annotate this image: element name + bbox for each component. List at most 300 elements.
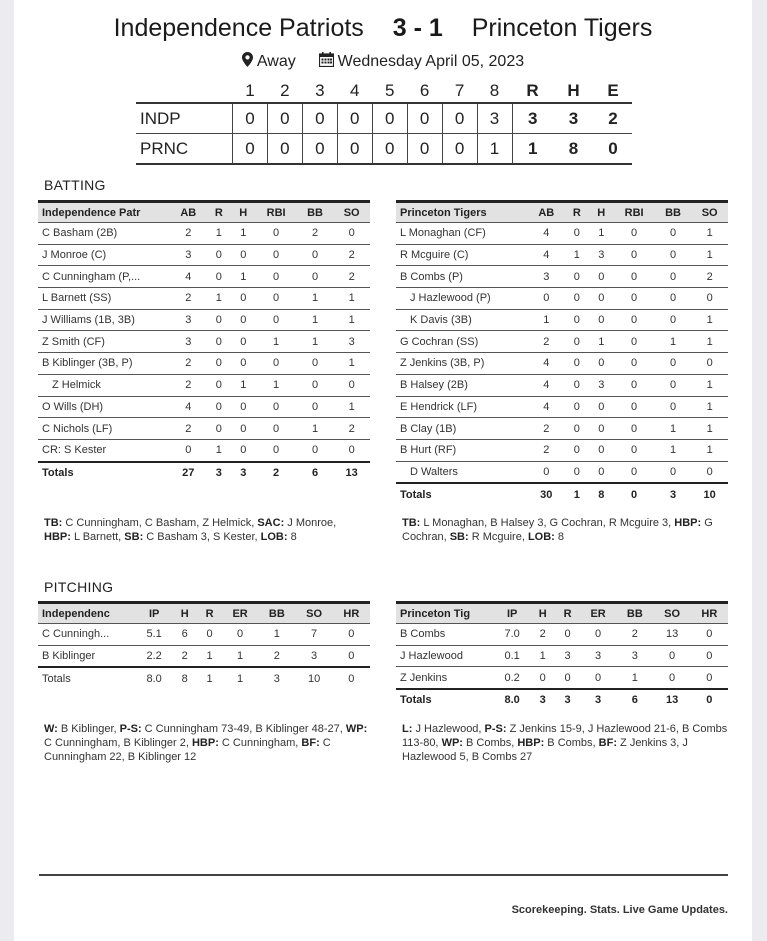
stat-cell: 2: [528, 418, 565, 440]
pitching-section-label: PITCHING: [44, 579, 114, 595]
stat-cell: 1: [691, 244, 728, 266]
player-row: [396, 461, 728, 483]
stat-cell: 0: [655, 266, 692, 288]
stat-cell: 0: [565, 266, 589, 288]
player-name: C Cunningham (P,...: [38, 266, 170, 288]
stat-column-header: SO: [653, 603, 690, 624]
stat-cell: 0: [691, 645, 728, 667]
stat-cell: 0: [613, 396, 654, 418]
stat-cell: 0: [255, 353, 296, 375]
stat-cell: 3: [170, 331, 207, 353]
note-label: BF:: [598, 737, 617, 749]
note-text: C Cunningham 73-49, B Kiblinger 48-27,: [141, 723, 346, 735]
team-column-header: Independenc: [38, 603, 136, 624]
stat-cell: 1: [655, 418, 692, 440]
stat-cell: 0: [691, 353, 728, 375]
stat-cell: 0: [207, 244, 231, 266]
stat-cell: 3: [616, 645, 653, 667]
note-label: SAC:: [257, 517, 285, 529]
totals-cell: 1: [222, 667, 258, 689]
stat-cell: 0: [231, 418, 255, 440]
player-name: B Halsey (2B): [396, 374, 528, 396]
stat-cell: 0: [655, 223, 692, 245]
stat-cell: 0: [255, 244, 296, 266]
player-row: [396, 667, 728, 689]
stat-cell: 1: [589, 331, 613, 353]
stat-cell: 0: [580, 667, 616, 689]
player-row: [396, 331, 728, 353]
stat-cell: 1: [333, 309, 370, 331]
inning-score: 0: [442, 134, 477, 165]
inning-score: 3: [477, 103, 512, 134]
batting-notes-away: [402, 516, 732, 544]
player-row: [396, 418, 728, 440]
location-text: Away: [256, 53, 296, 71]
stat-cell: 6: [172, 624, 197, 646]
stat-cell: 1: [616, 667, 653, 689]
linescore-header: [136, 80, 632, 103]
player-name: B Kiblinger (3B, P): [38, 353, 170, 375]
total-errors: 2: [594, 103, 632, 134]
stat-cell: 1: [207, 223, 231, 245]
player-name: L Monaghan (CF): [396, 223, 528, 245]
stat-cell: 1: [333, 288, 370, 310]
stat-cell: 7: [295, 624, 332, 646]
note-text: C Cunningham,: [218, 737, 302, 749]
stat-cell: 1: [565, 244, 589, 266]
boxscore-page: [14, 0, 752, 941]
note-label: TB:: [402, 517, 421, 529]
stat-cell: 1: [297, 331, 334, 353]
pitching-header-row: [38, 603, 370, 624]
stat-column-header: H: [530, 603, 555, 624]
pitching-header-row: [396, 603, 728, 624]
note-text: J Monroe,: [284, 517, 337, 529]
stat-cell: 0: [655, 461, 692, 483]
note-label: P-S:: [484, 723, 507, 735]
linescore-row: [136, 134, 632, 165]
stat-cell: 0: [655, 353, 692, 375]
player-row: [396, 309, 728, 331]
note-text: C Cunningham 22, B Kiblinger 12: [44, 737, 331, 763]
note-label: HBP:: [191, 737, 219, 749]
stat-cell: 4: [170, 396, 207, 418]
stat-cell: 1: [297, 418, 334, 440]
stat-column-header: IP: [136, 603, 172, 624]
note-label: LOB:: [260, 531, 288, 543]
note-text: 8: [554, 531, 565, 543]
player-row: [38, 624, 370, 646]
stat-cell: 0: [528, 461, 565, 483]
inning-header: 4: [350, 81, 360, 100]
stat-cell: 1: [528, 309, 565, 331]
stat-cell: 0: [297, 439, 334, 461]
player-row: [38, 331, 370, 353]
stat-cell: 0: [207, 266, 231, 288]
stat-cell: 0: [231, 396, 255, 418]
stat-cell: 0: [613, 223, 654, 245]
player-row: [396, 266, 728, 288]
stat-cell: 0: [613, 353, 654, 375]
totals-label: Totals: [396, 689, 494, 711]
stat-cell: 0: [170, 439, 207, 461]
pitching-table-away: [396, 601, 728, 711]
stat-column-header: H: [172, 603, 197, 624]
totals-cell: 27: [170, 462, 207, 484]
totals-label: Totals: [38, 462, 170, 484]
player-name: B Combs: [396, 624, 494, 646]
player-row: [38, 288, 370, 310]
totals-cell: 30: [528, 483, 565, 505]
stat-cell: 0: [231, 353, 255, 375]
team-column-header: Princeton Tigers: [396, 202, 528, 223]
stat-cell: 1: [197, 645, 222, 667]
stat-cell: 0: [613, 266, 654, 288]
note-label: SB:: [449, 531, 469, 543]
note-label: HBP:: [517, 737, 545, 749]
stat-cell: 0: [613, 288, 654, 310]
stat-cell: 0: [207, 396, 231, 418]
inning-header: 6: [419, 81, 430, 100]
hits-header: H: [567, 81, 580, 100]
player-row: [38, 418, 370, 440]
stat-cell: 0.2: [494, 667, 530, 689]
stat-cell: 2: [258, 645, 295, 667]
stat-cell: 0: [613, 309, 654, 331]
stat-column-header: SO: [691, 202, 728, 223]
batting-table-home: [38, 200, 370, 483]
stat-cell: 2: [616, 624, 653, 646]
team-abbr: PRNC: [136, 134, 233, 165]
note-label: HBP:: [674, 517, 702, 529]
totals-cell: 1: [565, 483, 589, 505]
inning-score: 0: [372, 103, 407, 134]
stat-cell: 1: [231, 223, 255, 245]
note-text: B Combs,: [544, 737, 599, 749]
stat-cell: 0: [297, 266, 334, 288]
stat-cell: 0: [255, 223, 296, 245]
inning-header: 1: [245, 81, 255, 100]
stat-cell: 1: [255, 331, 296, 353]
stat-cell: 0: [589, 461, 613, 483]
stat-column-header: BB: [655, 202, 692, 223]
stat-cell: 1: [255, 374, 296, 396]
totals-cell: 0: [691, 689, 728, 711]
totals-cell: 1: [197, 667, 222, 689]
stat-cell: 1: [691, 309, 728, 331]
stat-cell: 1: [691, 396, 728, 418]
stat-cell: 0: [297, 244, 334, 266]
stat-cell: 0: [333, 223, 370, 245]
stat-cell: 0: [655, 288, 692, 310]
player-name: B Combs (P): [396, 266, 528, 288]
stat-column-header: RBI: [255, 202, 296, 223]
stat-cell: 0: [222, 624, 258, 646]
stat-cell: 0: [555, 624, 580, 646]
stat-cell: 0: [655, 244, 692, 266]
stat-cell: 5.1: [136, 624, 172, 646]
player-name: L Barnett (SS): [38, 288, 170, 310]
stat-column-header: H: [589, 202, 613, 223]
team-column-header: Independence Patr: [38, 202, 170, 223]
stat-cell: 4: [528, 396, 565, 418]
totals-cell: 2: [255, 462, 296, 484]
stat-cell: 0: [565, 396, 589, 418]
player-row: [38, 374, 370, 396]
home-team-name: Independence Patriots: [113, 14, 364, 42]
stat-column-header: RBI: [613, 202, 654, 223]
stat-cell: 0: [207, 309, 231, 331]
player-row: [38, 645, 370, 667]
stat-cell: 0: [207, 374, 231, 396]
stat-cell: 0: [565, 418, 589, 440]
batting-notes-home: [44, 516, 362, 544]
stat-cell: 0: [565, 439, 589, 461]
inning-score: 0: [337, 134, 372, 165]
stat-cell: 2: [528, 331, 565, 353]
inning-header: 7: [454, 81, 465, 100]
inning-score: 1: [477, 134, 512, 165]
batting-header-row: [38, 202, 370, 223]
player-name: O Wills (DH): [38, 396, 170, 418]
player-row: [38, 439, 370, 461]
player-name: E Hendrick (LF): [396, 396, 528, 418]
stat-cell: 1: [333, 353, 370, 375]
stat-cell: 0: [613, 461, 654, 483]
total-runs: 3: [512, 103, 553, 134]
stat-cell: 1: [691, 223, 728, 245]
errors-header: E: [607, 81, 619, 100]
stat-column-header: BB: [616, 603, 653, 624]
player-name: D Walters: [396, 461, 528, 483]
note-label: TB:: [44, 517, 63, 529]
stat-cell: 1: [258, 624, 295, 646]
stat-cell: 1: [589, 223, 613, 245]
inning-score: 0: [407, 134, 442, 165]
stat-cell: 2: [528, 439, 565, 461]
stat-cell: 0: [691, 624, 728, 646]
totals-cell: 13: [333, 462, 370, 484]
totals-cell: 0: [613, 483, 654, 505]
pitching-notes-home: [44, 722, 370, 764]
note-text: 8: [287, 531, 297, 543]
stat-cell: 0: [653, 667, 690, 689]
stat-cell: 2.2: [136, 645, 172, 667]
pitching-table-home: [38, 601, 370, 689]
away-team-name: Princeton Tigers: [471, 14, 653, 42]
stat-cell: 1: [655, 439, 692, 461]
stat-cell: 4: [528, 353, 565, 375]
stat-cell: 0: [255, 288, 296, 310]
stat-cell: 0: [653, 645, 690, 667]
stat-cell: 0: [589, 309, 613, 331]
stat-cell: 0: [691, 667, 728, 689]
stat-column-header: BB: [297, 202, 334, 223]
stat-cell: 4: [170, 266, 207, 288]
stat-cell: 2: [172, 645, 197, 667]
stat-cell: 1: [691, 439, 728, 461]
inning-score: 0: [267, 103, 302, 134]
totals-row: [396, 689, 728, 711]
player-name: C Nichols (LF): [38, 418, 170, 440]
inning-header: 8: [489, 81, 500, 100]
totals-cell: 0: [333, 667, 370, 689]
inning-header: 3: [315, 81, 325, 100]
stat-cell: 2: [170, 418, 207, 440]
inning-score: 0: [337, 103, 372, 134]
stat-cell: 0: [207, 331, 231, 353]
stat-cell: 7.0: [494, 624, 530, 646]
stat-cell: 1: [333, 396, 370, 418]
player-row: [38, 309, 370, 331]
player-name: J Monroe (C): [38, 244, 170, 266]
stat-cell: 2: [333, 418, 370, 440]
stat-cell: 2: [333, 244, 370, 266]
inning-header: 2: [280, 81, 290, 100]
stat-cell: 0: [565, 461, 589, 483]
stat-cell: 1: [297, 288, 334, 310]
player-row: [396, 353, 728, 375]
stat-column-header: HR: [333, 603, 370, 624]
stat-cell: 0: [297, 396, 334, 418]
note-text: L Monaghan, B Halsey 3, G Cochran, R Mcguire 3,: [420, 517, 675, 529]
player-row: [396, 624, 728, 646]
map-marker-icon: [242, 52, 253, 72]
stat-cell: 0: [589, 288, 613, 310]
stat-cell: 0: [333, 374, 370, 396]
totals-label: Totals: [396, 483, 528, 505]
stat-cell: 3: [333, 331, 370, 353]
stat-cell: 0: [255, 439, 296, 461]
player-row: [396, 223, 728, 245]
note-label: SB:: [124, 531, 144, 543]
stat-cell: 3: [589, 244, 613, 266]
stat-cell: 1: [297, 309, 334, 331]
stat-cell: 0: [589, 418, 613, 440]
stat-cell: 0: [613, 374, 654, 396]
totals-cell: 8: [589, 483, 613, 505]
stat-cell: 0: [255, 418, 296, 440]
game-info: [14, 52, 752, 72]
stat-cell: 0: [589, 353, 613, 375]
inning-score: 0: [302, 134, 337, 165]
player-row: [396, 244, 728, 266]
note-text: J Hazlewood,: [412, 723, 485, 735]
player-name: Z Smith (CF): [38, 331, 170, 353]
stat-cell: 0: [655, 396, 692, 418]
player-name: J Hazlewood (P): [396, 288, 528, 310]
final-score: 3 - 1: [392, 14, 443, 42]
stat-cell: 0: [528, 288, 565, 310]
totals-cell: 3: [580, 689, 616, 711]
game-date: Wednesday April 05, 2023: [337, 53, 525, 71]
totals-cell: 10: [295, 667, 332, 689]
player-row: [396, 396, 728, 418]
totals-cell: 3: [530, 689, 555, 711]
stat-cell: 1: [691, 331, 728, 353]
stat-column-header: SO: [295, 603, 332, 624]
stat-cell: 2: [170, 374, 207, 396]
stat-cell: 3: [170, 244, 207, 266]
player-name: Z Helmick: [38, 374, 170, 396]
stat-cell: 0: [297, 374, 334, 396]
footer-divider: [39, 874, 728, 876]
player-name: J Hazlewood: [396, 645, 494, 667]
player-row: [38, 266, 370, 288]
note-text: C Basham 3, S Kester,: [143, 531, 261, 543]
stat-column-header: R: [565, 202, 589, 223]
stat-cell: 2: [297, 223, 334, 245]
player-name: Z Jenkins (3B, P): [396, 353, 528, 375]
runs-header: R: [526, 81, 539, 100]
stat-cell: 0: [691, 288, 728, 310]
stat-cell: 3: [580, 645, 616, 667]
stat-cell: 0: [231, 288, 255, 310]
stat-cell: 0: [589, 266, 613, 288]
stat-cell: 0: [207, 353, 231, 375]
stat-cell: 0.1: [494, 645, 530, 667]
player-name: B Hurt (RF): [396, 439, 528, 461]
stat-cell: 3: [295, 645, 332, 667]
player-row: [38, 353, 370, 375]
linescore-table: [136, 80, 632, 165]
note-text: Z Jenkins 15-9, J Hazlewood 21-6, B Combs 113-80,: [402, 723, 728, 749]
totals-cell: 3: [655, 483, 692, 505]
note-text: C Cunningham, B Kiblinger 2,: [44, 737, 192, 749]
stat-cell: 0: [255, 309, 296, 331]
calendar-icon: [319, 52, 334, 72]
stat-column-header: ER: [580, 603, 616, 624]
stat-column-header: R: [555, 603, 580, 624]
inning-score: 0: [267, 134, 302, 165]
note-label: WP:: [345, 723, 368, 735]
totals-cell: 10: [691, 483, 728, 505]
player-row: [396, 288, 728, 310]
totals-cell: 3: [555, 689, 580, 711]
stat-cell: 1: [231, 374, 255, 396]
player-name: B Kiblinger: [38, 645, 136, 667]
total-errors: 0: [594, 134, 632, 165]
stat-cell: 0: [565, 309, 589, 331]
total-hits: 8: [553, 134, 594, 165]
note-text: Z Jenkins 3, J Hazlewood 5, B Combs 27: [402, 737, 688, 763]
stat-column-header: AB: [170, 202, 207, 223]
stat-cell: 0: [655, 309, 692, 331]
stat-cell: 0: [691, 461, 728, 483]
stat-cell: 0: [565, 331, 589, 353]
stat-cell: 0: [333, 624, 370, 646]
stat-cell: 0: [231, 309, 255, 331]
totals-cell: 6: [297, 462, 334, 484]
player-name: B Clay (1B): [396, 418, 528, 440]
game-title: [14, 14, 752, 43]
note-text: L Barnett,: [70, 531, 125, 543]
stat-cell: 0: [613, 439, 654, 461]
inning-header: 5: [384, 81, 395, 100]
player-name: K Davis (3B): [396, 309, 528, 331]
stat-column-header: ER: [222, 603, 258, 624]
player-name: C Cunningh...: [38, 624, 136, 646]
note-label: HBP:: [44, 531, 71, 543]
stat-cell: 4: [528, 374, 565, 396]
totals-cell: 8.0: [136, 667, 172, 689]
team-column-header: Princeton Tig: [396, 603, 494, 624]
stat-cell: 0: [231, 331, 255, 353]
player-row: [38, 223, 370, 245]
note-label: WP:: [441, 737, 463, 749]
batting-header-row: [396, 202, 728, 223]
stat-cell: 0: [613, 418, 654, 440]
